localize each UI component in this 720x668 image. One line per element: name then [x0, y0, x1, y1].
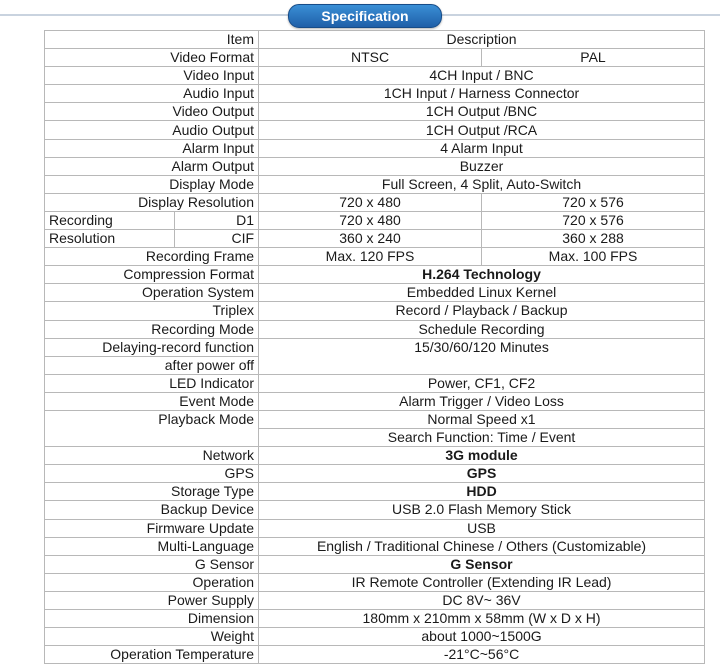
- row-label: Video Output: [45, 103, 259, 121]
- row-value: [259, 447, 705, 465]
- table-row: [45, 320, 705, 338]
- row-label: Resolution: [45, 230, 175, 248]
- table-row: [45, 573, 705, 591]
- table-row: [45, 374, 705, 392]
- specification-table: [44, 30, 705, 664]
- description-header: Description: [259, 31, 705, 49]
- ntsc-value: 720 x 480: [259, 193, 482, 211]
- row-label: Multi-Language: [45, 537, 259, 555]
- row-label: Firmware Update: [45, 519, 259, 537]
- table-row: [45, 555, 705, 573]
- table-row: [45, 284, 705, 302]
- table-row: [45, 610, 705, 628]
- pal-header: PAL: [482, 49, 705, 67]
- row-label: GPS: [45, 465, 259, 483]
- row-value: 15/30/60/120 Minutes: [259, 338, 705, 374]
- row-label: Compression Format: [45, 266, 259, 284]
- pal-value: 360 x 288: [482, 230, 705, 248]
- pal-value: Max. 100 FPS: [482, 248, 705, 266]
- table-row: [45, 211, 705, 229]
- row-value: Full Screen, 4 Split, Auto-Switch: [259, 175, 705, 193]
- row-label: Power Supply: [45, 591, 259, 609]
- row-value: [259, 465, 705, 483]
- sub-label: CIF: [175, 230, 259, 248]
- table-row: [45, 266, 705, 284]
- row-label: Alarm Output: [45, 157, 259, 175]
- row-label: Display Resolution: [45, 193, 259, 211]
- row-value: USB 2.0 Flash Memory Stick: [259, 501, 705, 519]
- row-label: Event Mode: [45, 392, 259, 410]
- row-label: Operation: [45, 573, 259, 591]
- row-label: Recording Mode: [45, 320, 259, 338]
- pal-value: 720 x 576: [482, 193, 705, 211]
- row-label: G Sensor: [45, 555, 259, 573]
- row-value: Alarm Trigger / Video Loss: [259, 392, 705, 410]
- table-row: [45, 483, 705, 501]
- bold-value: G Sensor: [450, 555, 513, 572]
- row-value: 4CH Input / BNC: [259, 67, 705, 85]
- table-row: [45, 85, 705, 103]
- table-row: [45, 447, 705, 465]
- table-row: [45, 537, 705, 555]
- table-row: [45, 49, 705, 67]
- table-row: [45, 175, 705, 193]
- row-label-continued: after power off: [45, 356, 259, 374]
- bold-value: GPS: [466, 465, 497, 482]
- ntsc-value: 720 x 480: [259, 211, 482, 229]
- ntsc-value: Max. 120 FPS: [259, 248, 482, 266]
- table-row: [45, 628, 705, 646]
- table-row: [45, 519, 705, 537]
- row-value: 1CH Output /BNC: [259, 103, 705, 121]
- table-row: [45, 67, 705, 85]
- row-value: Embedded Linux Kernel: [259, 284, 705, 302]
- row-label: Operation System: [45, 284, 259, 302]
- row-label: Triplex: [45, 302, 259, 320]
- row-label: Audio Output: [45, 121, 259, 139]
- row-label: Recording Frame: [45, 248, 259, 266]
- table-row: [45, 157, 705, 175]
- table-row: [45, 121, 705, 139]
- table-row: [45, 501, 705, 519]
- row-label: Weight: [45, 628, 259, 646]
- row-label: Operation Temperature: [45, 646, 259, 664]
- row-value: English / Traditional Chinese / Others (Customizable): [259, 537, 705, 555]
- row-value: Normal Speed x1: [259, 410, 705, 428]
- row-label: LED Indicator: [45, 374, 259, 392]
- row-label: Network: [45, 447, 259, 465]
- table-row: [45, 410, 705, 428]
- row-label: Alarm Input: [45, 139, 259, 157]
- row-value: 1CH Input / Harness Connector: [259, 85, 705, 103]
- row-value: USB: [259, 519, 705, 537]
- row-value: about 1000~1500G: [259, 628, 705, 646]
- row-value: Schedule Recording: [259, 320, 705, 338]
- ntsc-value: 360 x 240: [259, 230, 482, 248]
- row-label: Video Format: [45, 49, 259, 67]
- row-value: 1CH Output /RCA: [259, 121, 705, 139]
- row-value: 4 Alarm Input: [259, 139, 705, 157]
- table-row: [45, 392, 705, 410]
- row-value: Record / Playback / Backup: [259, 302, 705, 320]
- pal-value: 720 x 576: [482, 211, 705, 229]
- table-row: [45, 302, 705, 320]
- row-label: Video Input: [45, 67, 259, 85]
- table-row: [45, 646, 705, 664]
- bold-value: 3G module: [445, 447, 518, 464]
- table-row: [45, 31, 705, 49]
- row-value: IR Remote Controller (Extending IR Lead): [259, 573, 705, 591]
- row-label: Recording: [45, 211, 175, 229]
- row-label: Backup Device: [45, 501, 259, 519]
- table-row: [45, 139, 705, 157]
- row-label: Delaying-record function: [45, 338, 259, 356]
- row-value: [259, 266, 705, 284]
- bold-value: HDD: [466, 483, 497, 500]
- sub-label: D1: [175, 211, 259, 229]
- row-value: [259, 483, 705, 501]
- row-label: Storage Type: [45, 483, 259, 501]
- item-header: Item: [45, 31, 259, 49]
- page-title: Specification: [288, 4, 442, 28]
- row-value: Buzzer: [259, 157, 705, 175]
- bold-value: H.264 Technology: [422, 266, 541, 283]
- row-label: Display Mode: [45, 175, 259, 193]
- row-label: Audio Input: [45, 85, 259, 103]
- row-value: Power, CF1, CF2: [259, 374, 705, 392]
- table-row: [45, 230, 705, 248]
- table-row: [45, 465, 705, 483]
- row-value-continued: Search Function: Time / Event: [259, 429, 705, 447]
- table-row: [45, 338, 705, 356]
- table-row: [45, 193, 705, 211]
- table-row: [45, 591, 705, 609]
- table-row: [45, 103, 705, 121]
- row-label: Dimension: [45, 610, 259, 628]
- row-value: 180mm x 210mm x 58mm (W x D x H): [259, 610, 705, 628]
- table-row: [45, 248, 705, 266]
- ntsc-header: NTSC: [259, 49, 482, 67]
- row-value: -21°C~56°C: [259, 646, 705, 664]
- row-value: [259, 555, 705, 573]
- row-label: Playback Mode: [45, 410, 259, 446]
- row-value: DC 8V~ 36V: [259, 591, 705, 609]
